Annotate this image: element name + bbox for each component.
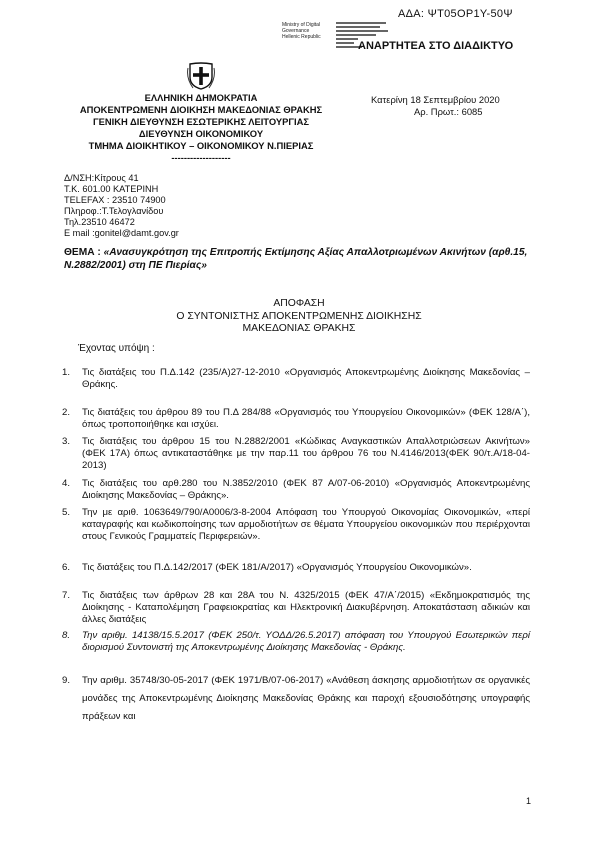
authority-divider: ------------------- [171, 152, 231, 163]
stamp-line: Hellenic Republic [282, 34, 321, 40]
considerations-intro: Έχοντας υπόψη : [78, 343, 155, 354]
ada-code: ΑΔΑ: ΨΤ05ΟΡ1Υ-50Ψ [398, 8, 513, 20]
subject-line [64, 246, 534, 272]
item-text: Την με αριθ. 1063649/790/Α0006/3-8-2004 Απόφαση του Υπουργού Οικονομίας Οικονομικών, «περί καταγραφής και κωδικοποίησης των αρμοδιοτήτων σε θέματα Υπουργείου οικονομικών που περιέρχονται στους Γενικούς Γραμματείς Περιφερειών». [82, 507, 530, 542]
item-text: Τις διατάξεις του Π.Δ.142 (235/Α)27-12-2010 «Οργανισμός Αποκεντρωμένης Διοίκησης Μακεδονίας – Θράκης. [82, 367, 530, 390]
item-text: Τις διατάξεις του αρθ.280 του Ν.3852/2010 (ΦΕΚ 87 Α/07-06-2010) «Οργανισμός Αποκεντρωμένης Διοίκησης Μακεδονίας – Θράκης». [82, 478, 530, 501]
item-text: Τις διατάξεις του άρθρου 15 του Ν.2882/2001 «Κώδικας Αναγκαστικών Απαλλοτριώσεων Ακινήτων» (ΦΕΚ 17Α) όπως αντικαταστάθηκε με την παρ.11 του άρθρου 76 του Ν.4146/2013(ΦΕΚ 90/τ.Α/18-04-2013) [82, 436, 530, 471]
date-block [371, 94, 500, 118]
item-text: Τις διατάξεις του άρθρου 89 του Π.Δ 284/88 «Οργανισμός του Υπουργείου Οικονομικών» (ΦΕΚ 128/Α΄), όπως τροποποιήθηκε και ισχύει. [82, 407, 530, 430]
subject-text: «Ανασυγκρότηση της Επιτροπής Εκτίμησης Αξίας Απαλλοτριωμένων Ακινήτων (αρθ.15, Ν.2882/2001) στη ΠΕ Πιερίας» [64, 247, 528, 271]
authority-line: ΕΛΛΗΝΙΚΗ ΔΗΜΟΚΡΑΤΙΑ [144, 92, 258, 103]
decision-title: ΑΠΟΦΑΣΗ [273, 298, 325, 309]
stamp-line: Ministry of Digital [282, 22, 321, 28]
item-number: 5. [62, 507, 71, 518]
item-number: 9. [62, 675, 71, 686]
item-number: 6. [62, 562, 71, 573]
item-number: 4. [62, 478, 71, 489]
item-number: 8. [62, 630, 71, 641]
contact-telefax: TELEFAX : 23510 74900 [64, 195, 166, 206]
authority-line: ΓΕΝΙΚΗ ΔΙΕΥΘΥΝΣΗ ΕΣΩΤΕΡΙΚΗΣ ΛΕΙΤΟΥΡΓΙΑΣ [92, 116, 310, 127]
contact-postcode: Τ.Κ. 601.00 ΚΑΤΕΡΙΝΗ [64, 184, 159, 195]
decision-issuer: Ο ΣΥΝΤΟΝΙΣΤΗΣ ΑΠΟΚΕΝΤΡΩΜΕΝΗΣ ΔΙΟΙΚΗΣΗΣ [176, 310, 422, 322]
protocol-number: Αρ. Πρωτ.: 6085 [414, 106, 483, 117]
authority-line: ΔΙΕΥΘΥΝΣΗ ΟΙΚΟΝΟΜΙΚΟΥ [138, 128, 264, 139]
authority-line: ΑΠΟΚΕΝΤΡΩΜΕΝΗ ΔΙΟΙΚΗΣΗ ΜΑΚΕΔΟΝΙΑΣ ΘΡΑΚΗΣ [79, 104, 323, 115]
contact-address: Δ/ΝΣΗ:Κίτρους 41 [64, 173, 139, 183]
item-number: 7. [62, 590, 71, 601]
decision-region: ΜΑΚΕΔΟΝΙΑΣ ΘΡΑΚΗΣ [242, 323, 356, 335]
publish-note: ΑΝΑΡΤΗΤΕΑ ΣΤΟ ΔΙΑΔΙΚΤΥΟ [358, 40, 514, 52]
contact-details [64, 173, 179, 240]
authority-line: ΤΜΗΜΑ ΔΙΟΙΚΗΤΙΚΟΥ – ΟΙΚΟΝΟΜΙΚΟΥ Ν.ΠΙΕΡΙΑΣ [88, 140, 314, 151]
item-text: Τις διατάξεις του Π.Δ.142/2017 (ΦΕΚ 181/Α/2017) «Οργανισμός Υπουργείου Οικονομικών». [82, 562, 472, 573]
item-number: 3. [62, 436, 71, 447]
item-number: 2. [62, 407, 71, 418]
subject-label: ΘΕΜΑ : [64, 247, 104, 258]
decision-heading [64, 298, 534, 336]
contact-info-person: Πληροφ.:Τ.Τελογλανίδου [64, 206, 164, 217]
item-number: 1. [62, 367, 71, 378]
contact-phone: Τηλ.23510 46472 [64, 217, 135, 228]
place-date: Κατερίνη 18 Σεπτεμβρίου 2020 [371, 94, 500, 105]
hellenic-coat-of-arms-icon [187, 62, 215, 90]
page-number: 1 [526, 796, 532, 806]
stamp-line: Governance [282, 28, 310, 34]
issuing-authority [40, 92, 362, 164]
item-text: Την αριθμ. 14138/15.5.2017 (ΦΕΚ 250/τ. ΥΟΔΔ/26.5.2017) απόφαση του Υπουργού Εσωτερικών περί διορισμού Συντονιστή της Αποκεντρωμένης Διοίκησης Μακεδονίας - Θράκης. [82, 630, 530, 653]
contact-email: E mail :gonitel@damt.gov.gr [64, 228, 179, 239]
item-text: Την αριθμ. 35748/30-05-2017 (ΦΕΚ 1971/Β/07-06-2017) «Ανάθεση άσκησης αρμοδιοτήτων σε οργανικές μονάδες της Αποκεντρωμένης Διοίκησης Μακεδονίας Θράκης και παροχή εξουσιοδότησης υπογραφής πράξεων και [82, 675, 530, 722]
item-text: Τις διατάξεις των άρθρων 28 και 28Α του Ν. 4325/2015 (ΦΕΚ 47/Α΄/2015) «Εκδημοκρατισμός της Διοίκησης - Καταπολέμηση Γραφειοκρατίας και Ηλεκτρονική Διακυβέρνηση. Αποκατάσταση αδικιών και άλλες διατάξεις [82, 590, 530, 625]
